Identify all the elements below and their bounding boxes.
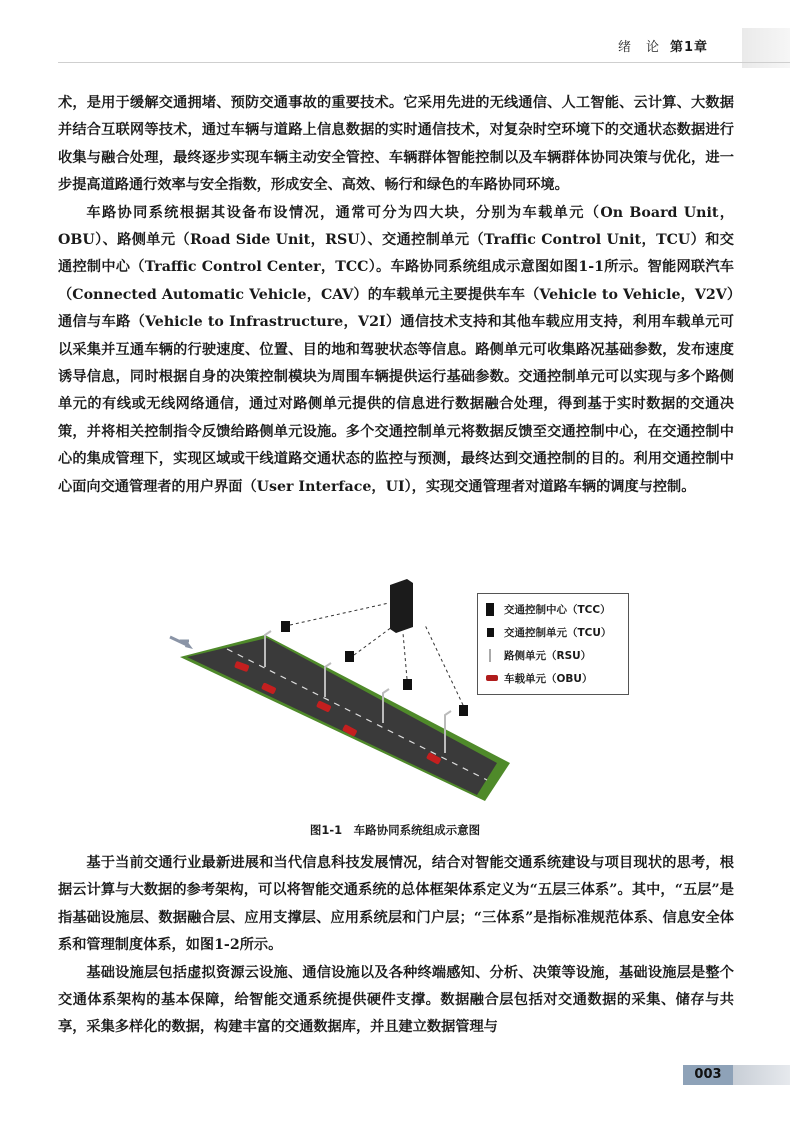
running-head-title: 绪 论: [618, 40, 661, 55]
running-head: [618, 36, 708, 55]
header-rule: [58, 62, 790, 63]
tcu-box: [281, 621, 290, 632]
paragraph-2: 车路协同系统根据其设备布设情况，通常可分为四大块，分别为车载单元（On Board Unit，OBU）、路侧单元（Road Side Unit，RSU）、交通控制单元（Traffic Control Unit，TCU）和交通控制中心（Traffic Control Center，TCC）。车路协同系统组成示意图如图1-1所示。智能网联汽车（Connected Automatic Vehicle，CAV）的车载单元主要提供车车（Vehicle to Vehicle，V2V）通信与车路（Vehicle to Infrastructure，V2I）通信技术支持和其他车载应用支持，利用车载单元可以采集并互通车辆的行驶速度、位置、目的地和驾驶状态等信息。路侧单元可收集路况基础参数，发布速度诱导信息，同时根据自身的决策控制模块为周围车辆提供运行基础参数。交通控制单元可以实现与多个路侧单元的有线或无线网络通信，通过对路侧单元提供的信息进行数据融合处理，得到基于实时数据的交通决策，并将相关控制指令反馈给路侧单元设施。多个交通控制单元将数据反馈至交通控制中心，在交通控制中心的集成管理下，实现区域或干线道路交通状态的监控与预测，最终达到交通控制的目的。利用交通控制中心面向交通管理者的用户界面（User Interface，UI），实现交通管理者对道路车辆的调度与控制。: [58, 204, 734, 495]
running-head-chapter: 第1章: [670, 40, 709, 55]
body-text-top: [58, 90, 734, 501]
legend-label: 交通控制中心（TCC）: [504, 604, 611, 616]
paragraph-1: 术，是用于缓解交通拥堵、预防交通事故的重要技术。它采用先进的无线通信、人工智能、云计算、大数据并结合互联网等技术，通过车辆与道路上信息数据的实时通信技术，对复杂时空环境下的交通状态数据进行收集与融合处理，最终逐步实现车辆主动安全管控、车辆群体智能控制以及车辆群体协同决策与优化，进一步提高道路通行效率与安全指数，形成安全、高效、畅行和绿色的车路协同环境。: [58, 95, 734, 194]
tcu-box: [459, 705, 468, 716]
road-surface: [187, 638, 497, 795]
tcu-box-icon: [487, 628, 494, 637]
figure-legend: [477, 593, 629, 695]
obu-car-icon: [486, 675, 498, 681]
paragraph-3: 基于当前交通行业最新进展和当代信息科技发展情况，结合对智能交通系统建设与项目现状的思考，根据云计算与大数据的参考架构，可以将智能交通系统的总体框架体系定义为“五层三体系”。其中，“五层”是指基础设施层、数据融合层、应用支撑层、应用系统层和门户层；“三体系”是指标准规范体系、信息安全体系和管理制度体系，如图1-2所示。: [58, 855, 734, 954]
tcc-server: [390, 579, 413, 633]
rsu-pole-icon: [489, 649, 491, 662]
body-text-bottom: [58, 850, 734, 1042]
figure-1-1: [165, 575, 635, 807]
legend-label: 车载单元（OBU）: [504, 673, 593, 685]
legend-label: 路侧单元（RSU）: [504, 650, 592, 662]
tcc-server-icon: [486, 603, 494, 616]
page-number: 003: [683, 1065, 733, 1085]
figure-caption: 图1-1 车路协同系统组成示意图: [309, 823, 481, 837]
legend-label: 交通控制单元（TCU）: [504, 627, 612, 639]
paragraph-4: 基础设施层包括虚拟资源云设施、通信设施以及各种终端感知、分析、决策等设施，基础设施层是整个交通体系架构的基本保障，给智能交通系统提供硬件支撑。数据融合层包括对交通数据的采集、储存与共享，采集多样化的数据，构建丰富的交通数据库，并且建立数据管理与: [58, 964, 734, 1036]
tcu-box: [403, 679, 412, 690]
tcu-box: [345, 651, 354, 662]
page-header: [0, 0, 790, 62]
footer-decoration: [733, 1065, 790, 1085]
